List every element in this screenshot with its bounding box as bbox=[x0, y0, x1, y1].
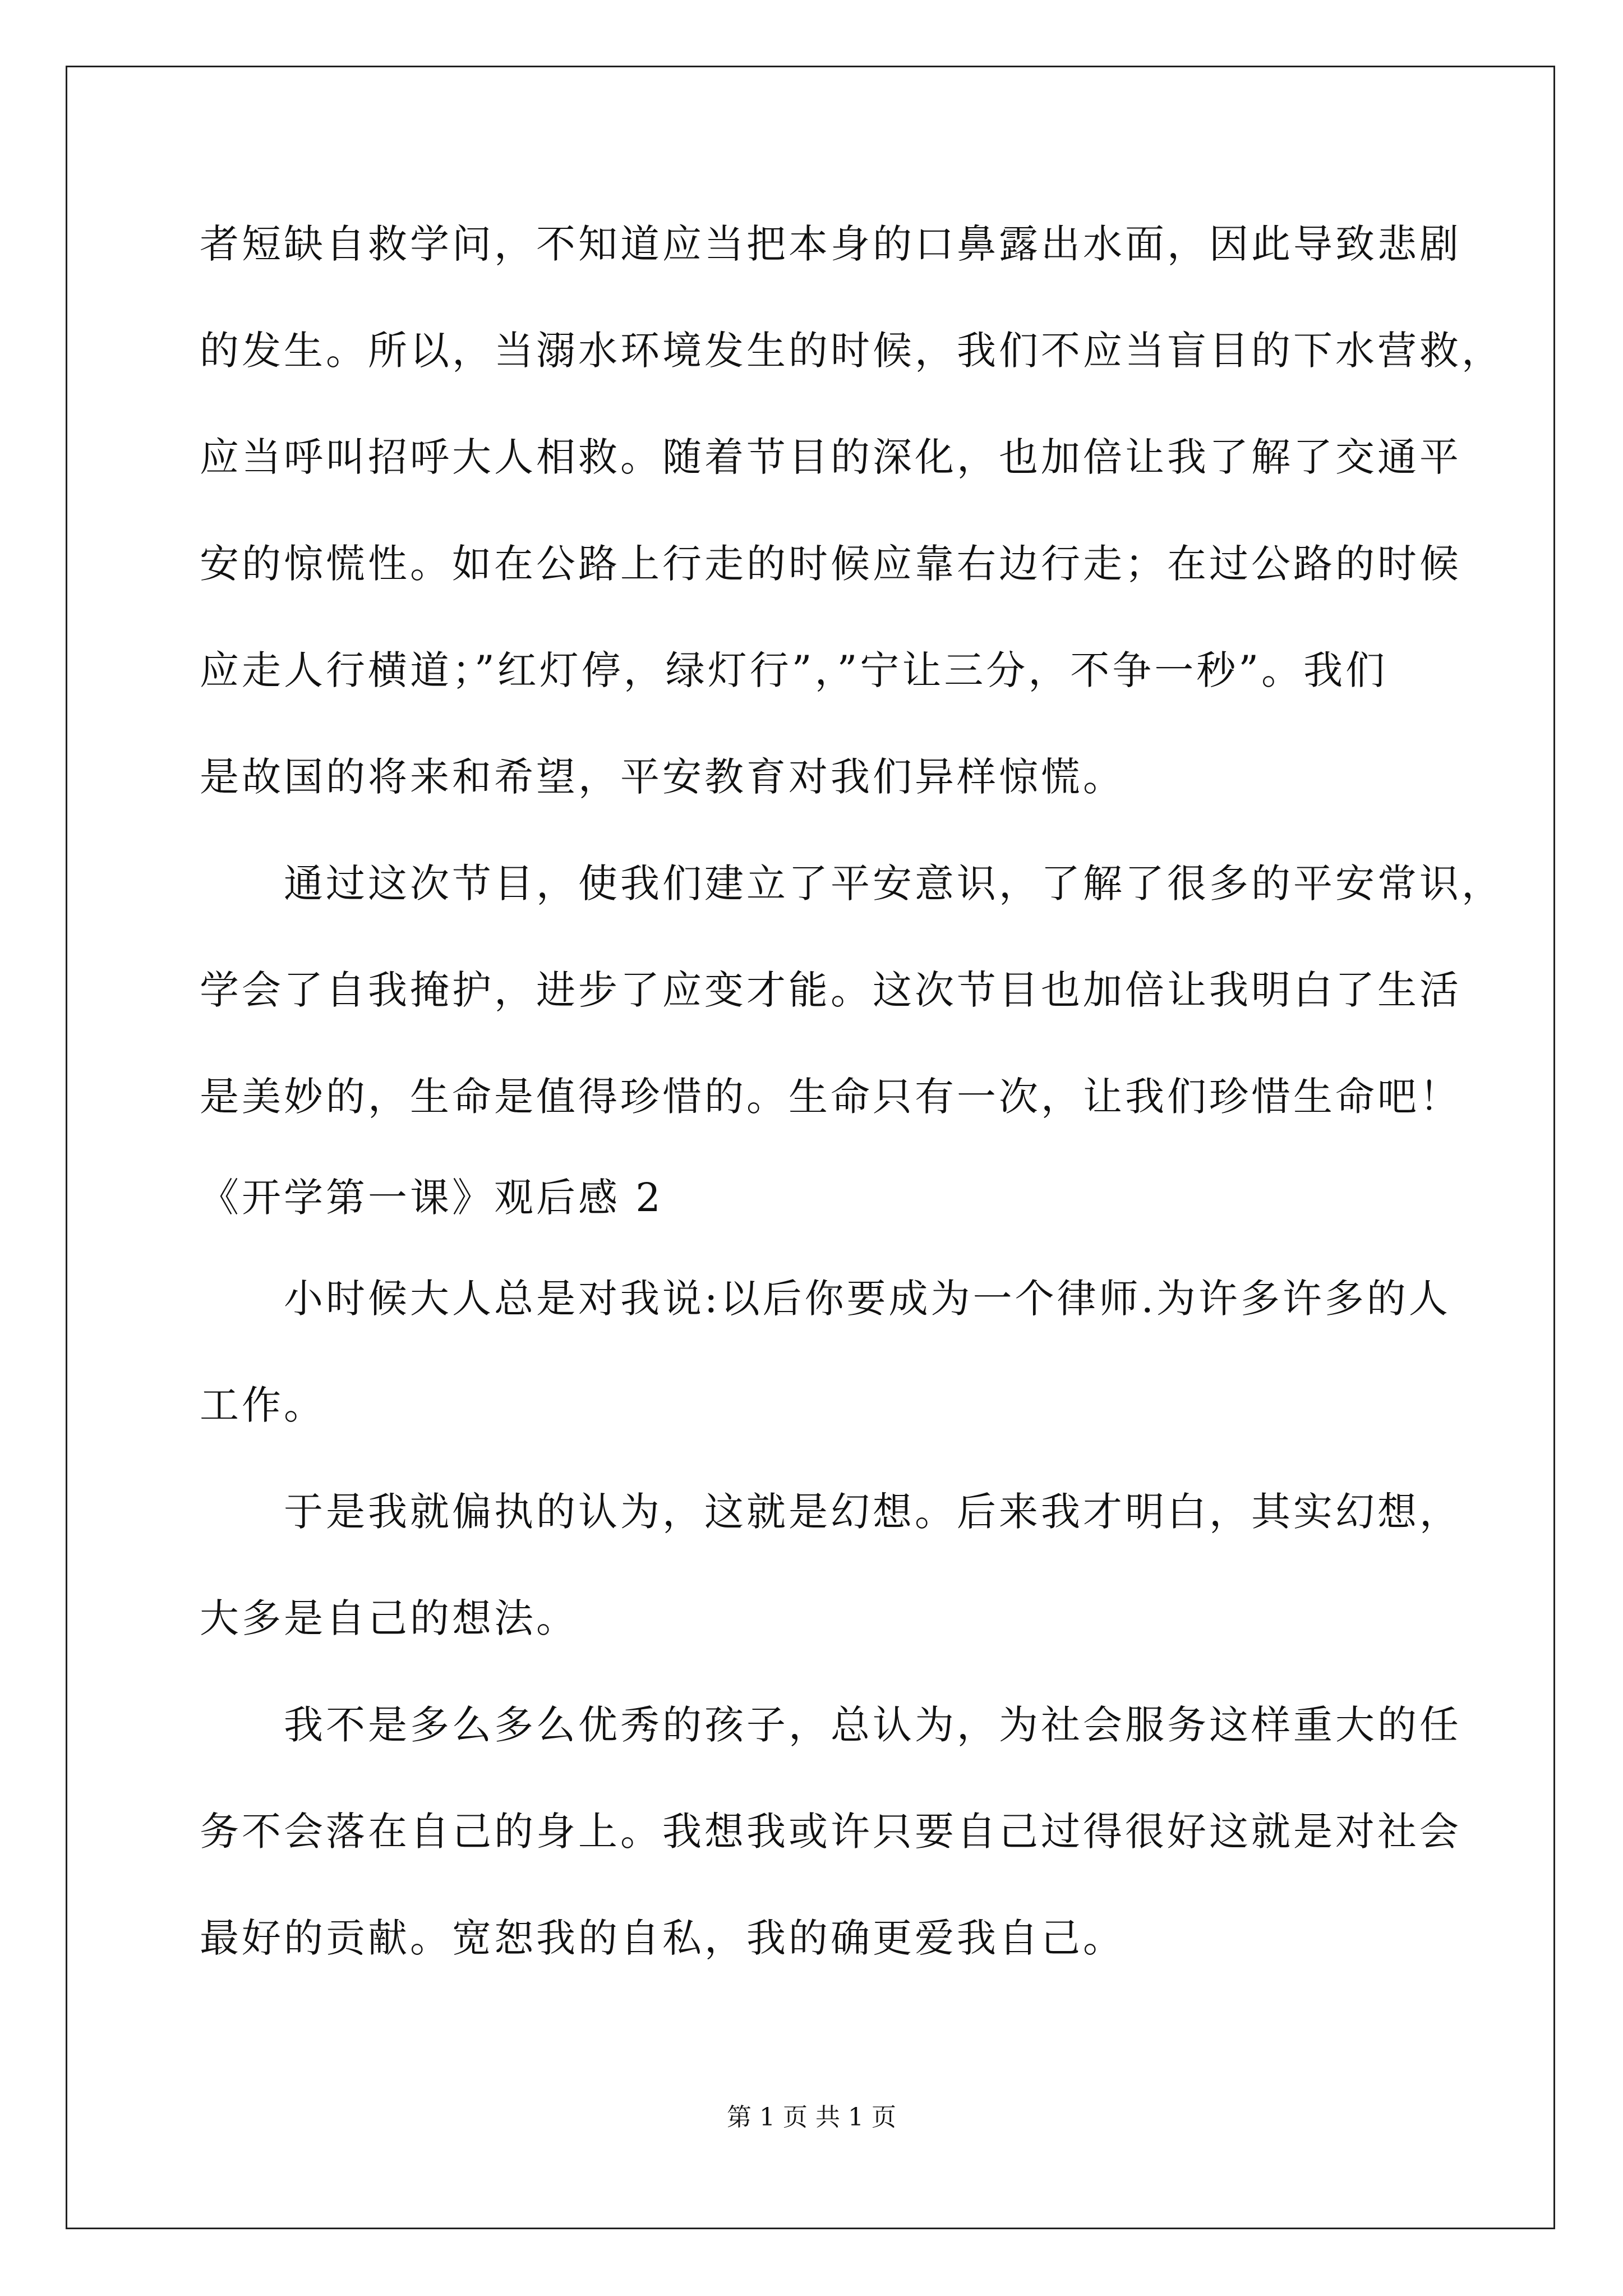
text-line: 的发生。所以，当溺水环境发生的时候，我们不应当盲目的下水营救， bbox=[200, 328, 1504, 374]
paragraph-first-line: 于是我就偏执的认为，这就是幻想。后来我才明白，其实幻想， bbox=[284, 1489, 1461, 1535]
text-line: 者短缺自救学问，不知道应当把本身的口鼻露出水面，因此导致悲剧 bbox=[200, 221, 1461, 267]
paragraph-first-line: 我不是多么多么优秀的孩子，总认为，为社会服务这样重大的任 bbox=[284, 1702, 1461, 1748]
page-number-footer: 第 1 页 共 1 页 bbox=[727, 2103, 896, 2132]
paragraph-first-line: 小时候大人总是对我说:以后你要成为一个律师.为许多许多的人 bbox=[284, 1276, 1451, 1322]
section-heading: 《开学第一课》观后感 2 bbox=[200, 1175, 663, 1221]
paragraph-first-line: 通过这次节目，使我们建立了平安意识，了解了很多的平安常识， bbox=[284, 861, 1504, 907]
text-line: 工作。 bbox=[200, 1382, 326, 1428]
text-line: 学会了自我掩护，进步了应变才能。这次节目也加倍让我明白了生活 bbox=[200, 967, 1461, 1013]
text-line: 安的惊慌性。如在公路上行走的时候应靠右边行走；在过公路的时候 bbox=[200, 541, 1461, 587]
text-line: 应当呼叫招呼大人相救。随着节目的深化，也加倍让我了解了交通平 bbox=[200, 434, 1461, 480]
text-line: 是美妙的，生命是值得珍惜的。生命只有一次，让我们珍惜生命吧！ bbox=[200, 1074, 1461, 1120]
text-line: 务不会落在自己的身上。我想我或许只要自己过得很好这就是对社会 bbox=[200, 1809, 1461, 1855]
page-border bbox=[66, 66, 1555, 2229]
text-line: 最好的贡献。宽恕我的自私，我的确更爱我自己。 bbox=[200, 1915, 1125, 1961]
text-line: 大多是自己的想法。 bbox=[200, 1595, 578, 1641]
text-line: 是故国的将来和希望，平安教育对我们异样惊慌。 bbox=[200, 754, 1125, 800]
text-line: 应走人行横道；”红灯停，绿灯行”，”宁让三分，不争一秒”。我们 bbox=[200, 647, 1388, 693]
